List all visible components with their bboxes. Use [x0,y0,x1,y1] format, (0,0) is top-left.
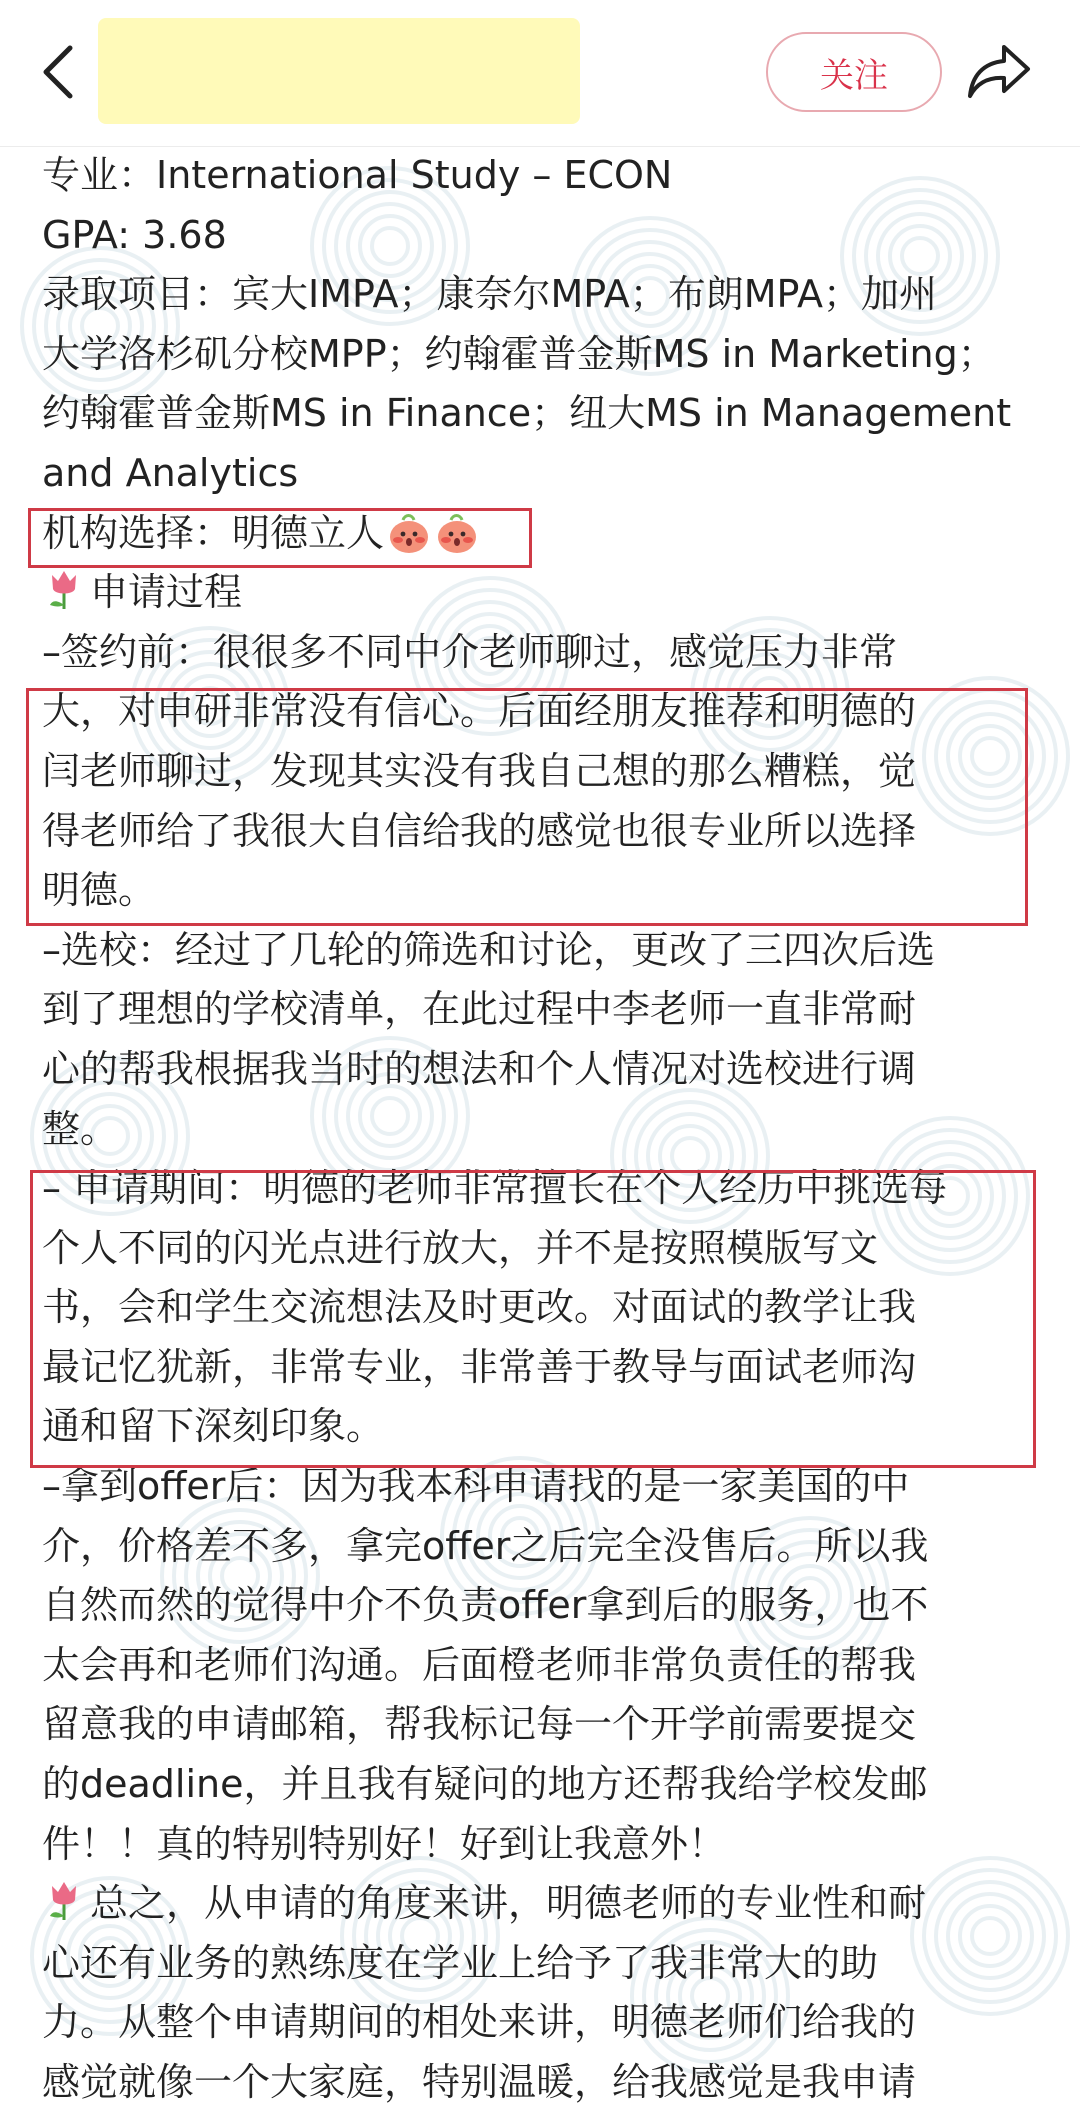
post-content [42,146,1042,2104]
text-line-after-offer-3: 自然而然的觉得中介不负责offer拿到后的服务，也不 [42,1583,929,1628]
text-line-major: 专业：International Study – ECON [42,153,673,197]
text-line-school-selection-2: 到了理想的学校清单，在此过程中李老师一直非常耐 [42,987,917,1032]
text-line-agency: 机构选择：明德立人 [42,504,1042,564]
text-line-after-offer-7: 件！！真的特别特别好！好到让我意外！ [42,1821,727,1866]
text-line-after-offer-1: –拿到offer后：因为我本科申请找的是一家美国的中 [42,1464,910,1509]
text-line-process-heading: 申请过程 [42,563,1042,623]
text-line-admissions-2: 大学洛杉矶分校MPP；约翰霍普金斯MS in Marketing； [42,331,996,376]
blushing-peach-emoji-icon [386,510,432,556]
text-line-before-signing-5: 明德。 [42,868,157,913]
text-line-school-selection-3: 心的帮我根据我当时的想法和个人情况对选校进行调 [42,1046,917,1091]
author-name-redacted [98,18,580,124]
follow-button[interactable]: 关注 [766,32,942,112]
blushing-peach-emoji-icon [434,510,480,556]
text-line-after-offer-2: 介，价格差不多，拿完offer之后完全没售后。所以我 [42,1523,929,1568]
chevron-left-icon [40,44,76,100]
text-line-summary-2: 心还有业务的熟练度在学业上给予了我非常大的助 [42,1940,879,1985]
top-bar [0,0,1080,147]
text-line-application-3: 书，会和学生交流想法及时更改。对面试的教学让我 [42,1285,917,1330]
text-line-school-selection-4: 整。 [42,1106,119,1151]
tulip-emoji-icon [42,567,86,611]
text-line-admissions-3: 约翰霍普金斯MS in Finance；纽大MS in Management [42,391,1012,436]
text-line-after-offer-6: 的deadline，并且我有疑问的地方还帮我给学校发邮 [42,1762,928,1807]
text-line-application-2: 个人不同的闪光点进行放大，并不是按照模版写文 [42,1225,879,1270]
text-line-after-offer-4: 太会再和老师们沟通。后面橙老师非常负责任的帮我 [42,1642,917,1687]
text-line-after-offer-5: 留意我的申请邮箱，帮我标记每一个开学前需要提交 [42,1702,917,1747]
text-line-application-4: 最记忆犹新，非常专业，非常善于教导与面试老师沟 [42,1344,917,1389]
text-line-before-signing-2: 大，对申研非常没有信心。后面经朋友推荐和明德的 [42,689,917,734]
text-line-application-5: 通和留下深刻印象。 [42,1404,385,1449]
text-line-before-signing-1: –签约前：很很多不同中介老师聊过，感觉压力非常 [42,629,898,674]
text-line-admissions-1: 录取项目：宾大IMPA；康奈尔MPA；布朗MPA；加州 [42,272,938,317]
text-line-application-1: – 申请期间：明德的老师非常擅长在个人经历中挑选每 [42,1166,948,1211]
tulip-emoji-icon [42,1878,86,1922]
share-arrow-icon [966,41,1032,101]
text-line-summary-3: 力。从整个申请期间的相处来讲，明德老师们给我的 [42,2000,917,2045]
text-line-school-selection-1: –选校：经过了几轮的筛选和讨论，更改了三四次后选 [42,927,936,972]
text-line-admissions-4: and Analytics [42,450,299,495]
share-button[interactable] [962,34,1036,108]
text-line-summary-4: 感觉就像一个大家庭，特别温暖，给我感觉是我申请 [42,2060,917,2104]
text-line-summary-1: 总之，从申请的角度来讲，明德老师的专业性和耐 [42,1874,1042,1934]
text-line-before-signing-3: 闫老师聊过，发现其实没有我自己想的那么糟糕，觉 [42,748,917,793]
text-line-before-signing-4: 得老师给了我很大自信给我的感觉也很专业所以选择 [42,808,917,853]
back-button[interactable] [28,32,88,112]
text-line-gpa: GPA: 3.68 [42,212,227,257]
